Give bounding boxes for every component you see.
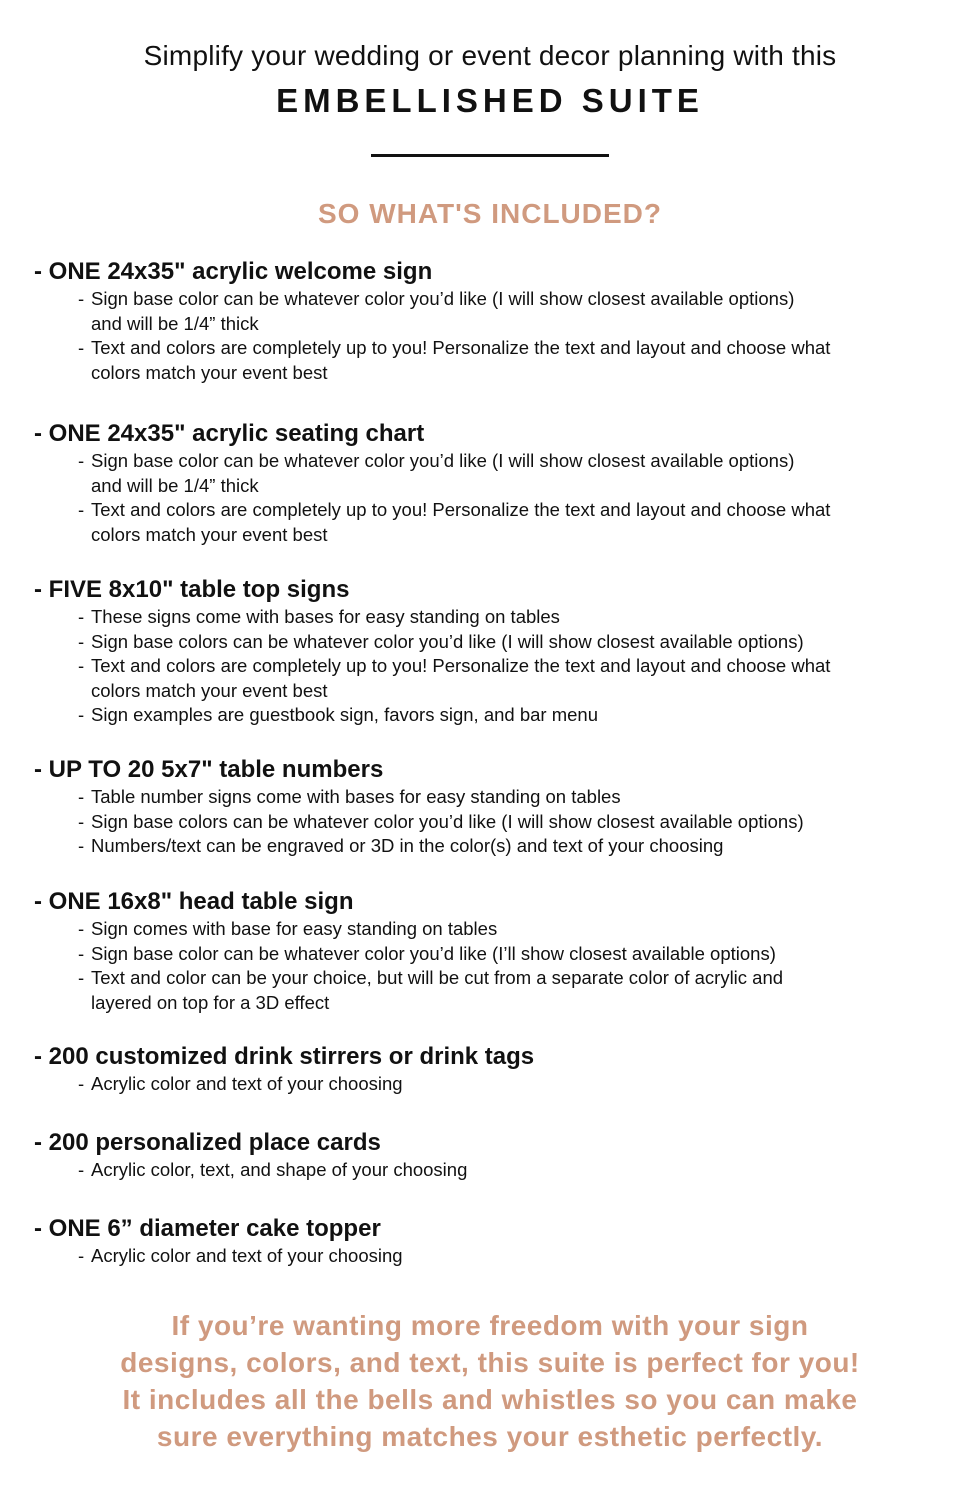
list-item: - Table number signs come with bases for easy standing on tables [34,785,954,810]
list-item: - Sign base colors can be whatever color you’d like (I will show closest available options) [34,630,954,655]
section-place-cards [34,1128,954,1183]
section-welcome-sign [34,257,954,385]
section-items [34,1072,954,1097]
section-table-top-signs [34,575,954,728]
list-item: - Acrylic color, text, and shape of your choosing [34,1158,954,1183]
closing-statement [0,1307,980,1455]
list-item: - Sign base color can be whatever color you’d like (I will show closest available options) and will be 1/4” thick [34,449,954,498]
suite-title: EMBELLISHED SUITE [276,82,704,119]
title-divider [371,154,609,157]
list-item: - Sign base color can be whatever color you’d like (I’ll show closest available options) [34,942,954,967]
closing-line: If you’re wanting more freedom with your sign [171,1310,809,1341]
closing-line: sure everything matches your esthetic perfectly. [156,1421,824,1452]
section-title: - UP TO 20 5x7" table numbers [34,756,384,783]
section-title: - ONE 24x35" acrylic seating chart [34,420,425,447]
section-title: - ONE 6” diameter cake topper [34,1215,381,1242]
section-items [34,287,954,385]
intro-text: Simplify your wedding or event decor planning with this [143,40,837,71]
section-items [34,1158,954,1183]
list-item: - Sign base colors can be whatever color you’d like (I will show closest available options) [34,810,954,835]
list-item: - These signs come with bases for easy standing on tables [34,605,954,630]
section-items [34,917,954,1015]
closing-line: designs, colors, and text, this suite is perfect for you! [120,1347,860,1378]
section-cake-topper [34,1214,954,1269]
list-item: - Sign examples are guestbook sign, favors sign, and bar menu [34,703,954,728]
section-drink-stirrers [34,1042,954,1097]
list-item: - Text and colors are completely up to you! Personalize the text and layout and choose what colors match your event best [34,498,954,547]
list-item: - Text and colors are completely up to you! Personalize the text and layout and choose what colors match your event best [34,654,954,703]
section-items [34,449,954,547]
list-item: - Sign comes with base for easy standing on tables [34,917,954,942]
section-title: - 200 personalized place cards [34,1129,381,1156]
section-title: - ONE 16x8" head table sign [34,888,354,915]
section-table-numbers [34,755,954,859]
list-item: - Numbers/text can be engraved or 3D in the color(s) and text of your choosing [34,834,954,859]
list-item: - Acrylic color and text of your choosing [34,1244,954,1269]
closing-line: It includes all the bells and whistles so you can make [122,1384,858,1415]
list-item: - Sign base color can be whatever color you’d like (I will show closest available options) and will be 1/4” thick [34,287,954,336]
section-items [34,1244,954,1269]
section-title: - ONE 24x35" acrylic welcome sign [34,258,433,285]
section-items [34,605,954,728]
section-items [34,785,954,859]
section-head-table-sign [34,887,954,1015]
section-seating-chart [34,419,954,547]
list-item: - Text and colors are completely up to you! Personalize the text and layout and choose what colors match your event best [34,336,954,385]
list-item: - Text and color can be your choice, but will be cut from a separate color of acrylic and layered on top for a 3D effect [34,966,954,1015]
list-item: - Acrylic color and text of your choosing [34,1072,954,1097]
section-title: - 200 customized drink stirrers or drink tags [34,1043,535,1070]
included-heading: SO WHAT'S INCLUDED? [317,198,662,229]
section-title: - FIVE 8x10" table top signs [34,576,350,603]
